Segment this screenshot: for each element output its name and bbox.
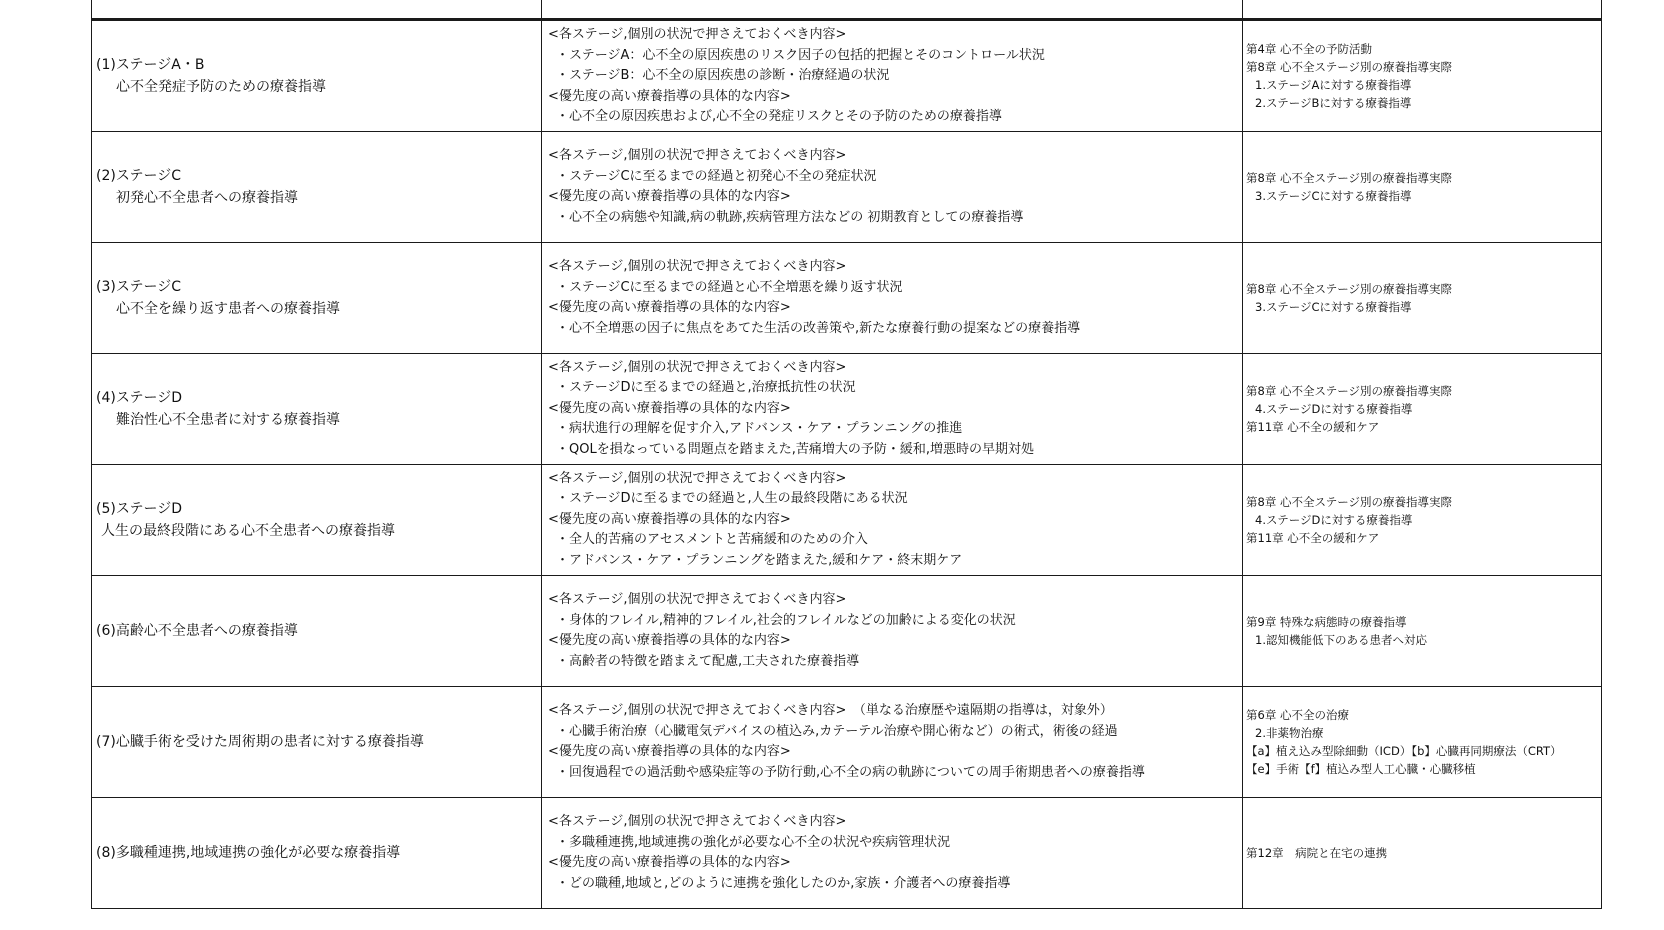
reference-chapter: 第8章 心不全ステージ別の療養指導実際	[1246, 171, 1453, 186]
reference-cell	[1243, 687, 1602, 798]
content-item: ・病状進行の理解を促す介入,アドバンス・ケア・プランニングの推進	[556, 421, 963, 437]
category-cell	[92, 465, 542, 576]
reference-section: 2.ステージBに対する療養指導	[1255, 96, 1412, 111]
content-heading: <優先度の高い療養指導の具体的な内容>	[548, 855, 791, 871]
reference-section: 1.ステージAに対する療養指導	[1255, 78, 1412, 93]
table-body	[92, 0, 1602, 909]
content-cell	[542, 465, 1243, 576]
reference-section: 1.認知機能低下のある患者へ対応	[1255, 633, 1427, 648]
table-row	[92, 243, 1602, 354]
content-item: ・ステージDに至るまでの経過と,人生の最終段階にある状況	[556, 491, 908, 507]
category-title: (7)心臓手術を受けた周術期の患者に対する療養指導	[96, 734, 424, 751]
content-heading: <優先度の高い療養指導の具体的な内容>	[548, 633, 791, 649]
content-heading: <各ステージ,個別の状況で押さえておくべき内容>	[548, 148, 847, 164]
category-cell	[92, 354, 542, 465]
table-row	[92, 798, 1602, 909]
reference-chapter: 第4章 心不全の予防活動	[1246, 42, 1372, 57]
category-title: (1)ステージA・B	[96, 57, 205, 74]
reference-chapter: 【e】手術【f】植込み型人工心臓・心臓移植	[1246, 762, 1476, 777]
content-item: ・高齢者の特徴を踏まえて配慮,工夫された療養指導	[556, 653, 860, 669]
content-item: ・身体的フレイル,精神的フレイル,社会的フレイルなどの加齢による変化の状況	[556, 612, 1016, 628]
content-item: ・全人的苦痛のアセスメントと苦痛緩和のための介入	[556, 532, 868, 548]
content-heading: <各ステージ,個別の状況で押さえておくべき内容>	[548, 470, 847, 486]
content-cell	[542, 576, 1243, 687]
content-item: ・ステージDに至るまでの経過と,治療抵抗性の状況	[556, 380, 856, 396]
content-item: ・ステージCに至るまでの経過と初発心不全の発症状況	[556, 168, 877, 184]
content-cell	[542, 687, 1243, 798]
reference-chapter: 第11章 心不全の緩和ケア	[1246, 531, 1380, 546]
reference-chapter: 第8章 心不全ステージ別の療養指導実際	[1246, 60, 1453, 75]
category-cell	[92, 243, 542, 354]
content-heading: <優先度の高い療養指導の具体的な内容>	[548, 511, 791, 527]
content-item: ・心不全の原因疾患および,心不全の発症リスクとその予防のための療養指導	[556, 109, 1002, 125]
category-title: (4)ステージD	[96, 390, 183, 407]
reference-cell	[1243, 20, 1602, 132]
table-row	[92, 354, 1602, 465]
reference-chapter: 【a】植え込み型除細動（ICD）【b】心臓再同期療法（CRT）	[1246, 744, 1562, 759]
category-title: (5)ステージD	[96, 501, 183, 518]
category-title: (6)高齢心不全患者への療養指導	[96, 623, 298, 640]
content-item: ・ステージCに至るまでの経過と心不全増悪を繰り返す状況	[556, 279, 903, 295]
content-cell	[542, 354, 1243, 465]
category-cell	[92, 20, 542, 132]
content-heading: <各ステージ,個別の状況で押さえておくべき内容>	[548, 814, 847, 830]
reference-cell	[1243, 354, 1602, 465]
header-row	[92, 0, 1602, 20]
reference-cell	[1243, 576, 1602, 687]
table-row	[92, 20, 1602, 132]
reference-chapter: 第8章 心不全ステージ別の療養指導実際	[1246, 282, 1453, 297]
reference-section: 3.ステージCに対する療養指導	[1255, 300, 1412, 315]
category-subtitle: 心不全を繰り返す患者への療養指導	[116, 301, 340, 318]
reference-chapter: 第6章 心不全の治療	[1246, 708, 1349, 723]
category-title: (2)ステージC	[96, 168, 182, 185]
content-item: ・ステージB：心不全の原因疾患の診断・治療経過の状況	[556, 68, 890, 84]
reference-section: 4.ステージDに対する療養指導	[1255, 402, 1413, 417]
content-cell	[542, 132, 1243, 243]
reference-chapter: 第11章 心不全の緩和ケア	[1246, 420, 1380, 435]
category-subtitle: 人生の最終段階にある心不全患者への療養指導	[101, 523, 395, 540]
table-row	[92, 465, 1602, 576]
content-item: ・多職種連携,地域連携の強化が必要な心不全の状況や疾病管理状況	[556, 834, 951, 850]
content-item: ・どの職種,地域と,どのように連携を強化したのか,家族・介護者への療養指導	[556, 875, 1011, 891]
reference-section: 4.ステージDに対する療養指導	[1255, 513, 1413, 528]
reference-section: 2.非薬物治療	[1255, 726, 1324, 741]
category-title: (3)ステージC	[96, 279, 182, 296]
category-cell	[92, 798, 542, 909]
content-heading: <各ステージ,個別の状況で押さえておくべき内容>	[548, 27, 847, 43]
category-subtitle: 難治性心不全患者に対する療養指導	[116, 412, 340, 429]
reference-chapter: 第8章 心不全ステージ別の療養指導実際	[1246, 495, 1453, 510]
table-row	[92, 576, 1602, 687]
category-cell	[92, 687, 542, 798]
guidance-table	[91, 0, 1602, 909]
header-cell-content	[542, 0, 1243, 20]
content-heading: <各ステージ,個別の状況で押さえておくべき内容>	[548, 592, 847, 608]
reference-chapter: 第12章 病院と在宅の連携	[1246, 846, 1388, 861]
content-item: ・回復過程での過活動や感染症等の予防行動,心不全の病の軌跡についての周手術期患者への療養指導	[556, 764, 1145, 780]
content-heading: <優先度の高い療養指導の具体的な内容>	[548, 400, 791, 416]
content-item: ・心臓手術治療（心臓電気デバイスの植込み,カテーテル治療や開心術など）の術式，術後の経過	[556, 723, 1118, 739]
content-heading: <優先度の高い療養指導の具体的な内容>	[548, 189, 791, 205]
content-heading: <各ステージ,個別の状況で押さえておくべき内容>	[548, 359, 847, 375]
content-heading: <優先度の高い療養指導の具体的な内容>	[548, 744, 791, 760]
table-row	[92, 132, 1602, 243]
content-heading: <優先度の高い療養指導の具体的な内容>	[548, 88, 791, 104]
category-cell	[92, 132, 542, 243]
reference-cell	[1243, 798, 1602, 909]
category-title: (8)多職種連携,地域連携の強化が必要な療養指導	[96, 845, 401, 862]
reference-cell	[1243, 465, 1602, 576]
reference-cell	[1243, 132, 1602, 243]
content-item: ・アドバンス・ケア・プランニングを踏まえた,緩和ケア・終末期ケア	[556, 552, 963, 568]
content-cell	[542, 20, 1243, 132]
content-heading: <各ステージ,個別の状況で押さえておくべき内容> （単なる治療歴や遠隔期の指導は，対象外）	[548, 703, 1113, 719]
content-item: ・心不全増悪の因子に焦点をあてた生活の改善策や,新たな療養行動の提案などの療養指導	[556, 320, 1081, 336]
content-heading: <優先度の高い療養指導の具体的な内容>	[548, 300, 791, 316]
category-cell	[92, 576, 542, 687]
content-item: ・心不全の病態や知識,病の軌跡,疾病管理方法などの 初期教育としての療養指導	[556, 209, 1024, 225]
content-item: ・QOLを損なっている問題点を踏まえた,苦痛増大の予防・緩和,増悪時の早期対処	[556, 441, 1034, 457]
category-subtitle: 心不全発症予防のための療養指導	[116, 79, 326, 96]
content-item: ・ステージA：心不全の原因疾患のリスク因子の包括的把握とそのコントロール状況	[556, 47, 1045, 63]
reference-chapter: 第9章 特殊な病態時の療養指導	[1246, 615, 1407, 630]
content-cell	[542, 798, 1243, 909]
table-row	[92, 687, 1602, 798]
header-cell-reference	[1243, 0, 1602, 20]
content-heading: <各ステージ,個別の状況で押さえておくべき内容>	[548, 259, 847, 275]
category-subtitle: 初発心不全患者への療養指導	[116, 190, 298, 207]
reference-cell	[1243, 243, 1602, 354]
content-cell	[542, 243, 1243, 354]
reference-section: 3.ステージCに対する療養指導	[1255, 189, 1412, 204]
reference-chapter: 第8章 心不全ステージ別の療養指導実際	[1246, 384, 1453, 399]
header-cell-category	[92, 0, 542, 20]
